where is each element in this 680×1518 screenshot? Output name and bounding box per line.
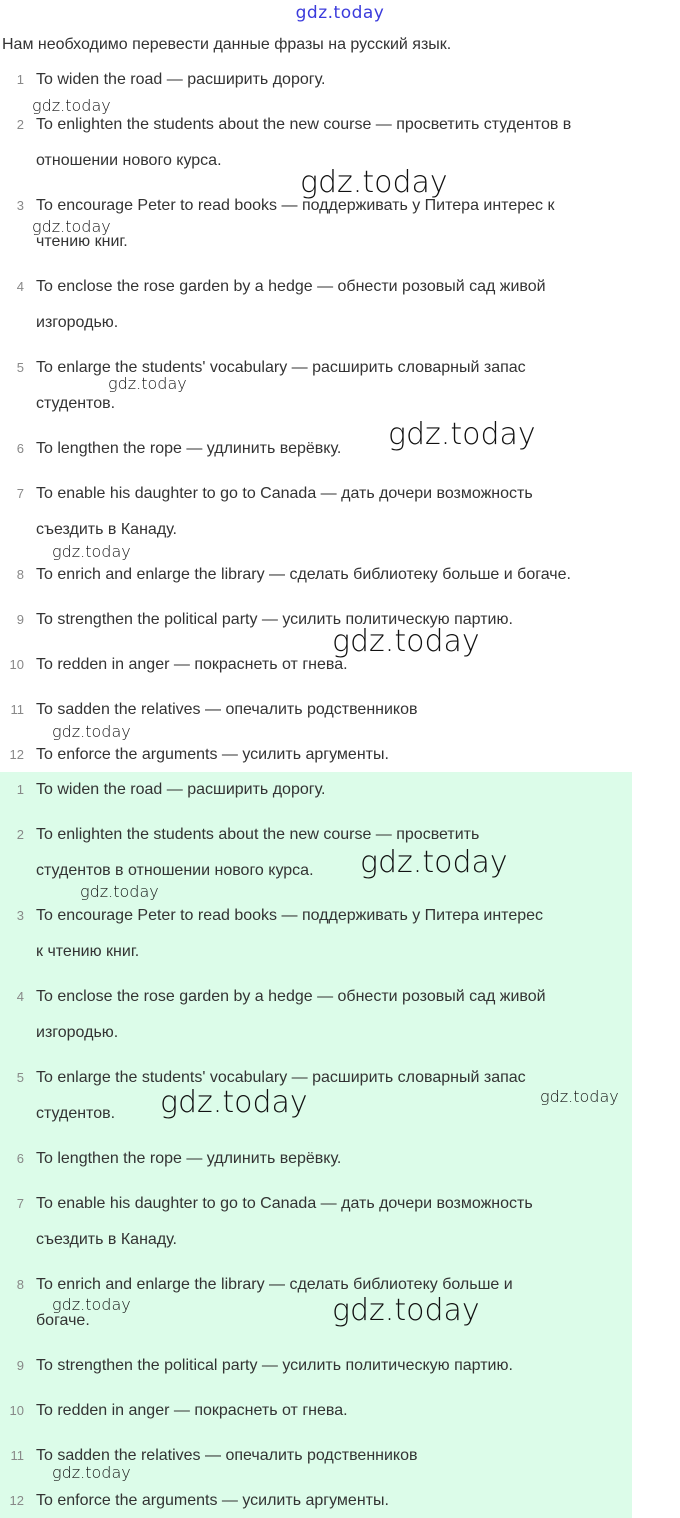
watermark-text: gdz.today <box>52 542 131 561</box>
item-number: 12 <box>9 1493 24 1508</box>
watermark-text: gdz.today <box>52 1463 131 1482</box>
phrase-line: To enlarge the students' vocabulary — расширить словарный запас <box>36 359 526 376</box>
item-number: 1 <box>16 72 24 87</box>
watermark-text: gdz.today <box>388 417 536 452</box>
phrase-line: To enrich and enlarge the library — сделать библиотеку больше и <box>36 1276 513 1293</box>
item-number: 3 <box>16 908 24 923</box>
watermark-text: gdz.today <box>52 722 131 741</box>
item-number: 1 <box>16 782 24 797</box>
phrase-line: To redden in anger — покраснеть от гнева. <box>36 1402 348 1419</box>
phrase-line: To redden in anger — покраснеть от гнева. <box>36 656 348 673</box>
phrase-line: к чтению книг. <box>36 943 140 960</box>
phrase-line: To enclose the rose garden by a hedge — обнести розовый сад живой <box>36 988 546 1005</box>
item-number: 4 <box>16 989 24 1004</box>
item-number: 12 <box>9 747 24 762</box>
watermark-text: gdz.today <box>332 624 480 659</box>
item-number: 10 <box>9 1403 24 1418</box>
item-number: 9 <box>16 612 24 627</box>
phrase-line: To strengthen the political party — усилить политическую партию. <box>36 611 513 628</box>
watermark-text: gdz.today <box>32 217 111 236</box>
watermark-text: gdz.today <box>32 96 111 115</box>
item-number: 11 <box>10 1448 24 1463</box>
item-number: 9 <box>16 1358 24 1373</box>
phrase-line: отношении нового курса. <box>36 152 222 169</box>
item-number: 2 <box>16 827 24 842</box>
site-label: gdz.today <box>295 3 385 23</box>
phrase-line: To enforce the arguments — усилить аргументы. <box>36 1492 389 1509</box>
phrase-line: студентов в отношении нового курса. <box>36 862 314 879</box>
phrase-line: To lengthen the rope — удлинить верёвку. <box>36 440 342 457</box>
phrase-line: студентов. <box>36 1105 116 1122</box>
watermark-text: gdz.today <box>332 1293 480 1328</box>
phrase-line: To enable his daughter to go to Canada — дать дочери возможность <box>36 1195 533 1212</box>
phrase-line: To enlighten the students about the new course — просветить <box>36 826 480 843</box>
watermark-text: gdz.today <box>108 374 187 393</box>
item-number: 5 <box>16 1070 24 1085</box>
watermark-text: gdz.today <box>540 1087 619 1106</box>
watermark-text: gdz.today <box>360 845 508 880</box>
phrase-line: To encourage Peter to read books — поддерживать у Питера интерес <box>36 907 544 924</box>
phrase-line: To widen the road — расширить дорогу. <box>36 71 326 88</box>
item-number: 4 <box>16 279 24 294</box>
phrase-line: To widen the road — расширить дорогу. <box>36 781 326 798</box>
phrase-line: изгородью. <box>36 314 119 331</box>
phrase-line: To enable his daughter to go to Canada — дать дочери возможность <box>36 485 533 502</box>
intro-text: Нам необходимо перевести данные фразы на русский язык. <box>2 36 452 53</box>
item-number: 8 <box>16 1277 24 1292</box>
phrase-line: To encourage Peter to read books — поддерживать у Питера интерес к <box>36 197 555 214</box>
item-number: 2 <box>16 117 24 132</box>
item-number: 7 <box>16 1196 24 1211</box>
watermark-text: gdz.today <box>52 1295 131 1314</box>
item-number: 7 <box>16 486 24 501</box>
phrase-line: богаче. <box>36 1312 90 1329</box>
phrase-line: To sadden the relatives — опечалить родственников <box>36 1447 418 1464</box>
phrase-line: изгородью. <box>36 1024 119 1041</box>
item-number: 10 <box>9 657 24 672</box>
phrase-line: To sadden the relatives — опечалить родственников <box>36 701 418 718</box>
phrase-line: To lengthen the rope — удлинить верёвку. <box>36 1150 342 1167</box>
watermark-text: gdz.today <box>160 1085 308 1120</box>
watermark-text: gdz.today <box>300 165 448 200</box>
phrase-line: съездить в Канаду. <box>36 1231 177 1248</box>
phrase-line: To enlarge the students' vocabulary — расширить словарный запас <box>36 1069 526 1086</box>
item-number: 11 <box>10 702 24 717</box>
item-number: 5 <box>16 360 24 375</box>
phrase-line: To enclose the rose garden by a hedge — обнести розовый сад живой <box>36 278 546 295</box>
phrase-line: To enrich and enlarge the library — сделать библиотеку больше и богаче. <box>36 566 571 583</box>
phrase-line: съездить в Канаду. <box>36 521 177 538</box>
phrase-line: студентов. <box>36 395 116 412</box>
phrase-line: чтению книг. <box>36 233 128 250</box>
item-number: 6 <box>16 1151 24 1166</box>
item-number: 3 <box>16 198 24 213</box>
item-number: 6 <box>16 441 24 456</box>
phrase-line: To enlighten the students about the new course — просветить студентов в <box>36 116 572 133</box>
watermark-text: gdz.today <box>80 882 159 901</box>
phrase-line: To enforce the arguments — усилить аргументы. <box>36 746 389 763</box>
item-number: 8 <box>16 567 24 582</box>
phrase-line: To strengthen the political party — усилить политическую партию. <box>36 1357 513 1374</box>
